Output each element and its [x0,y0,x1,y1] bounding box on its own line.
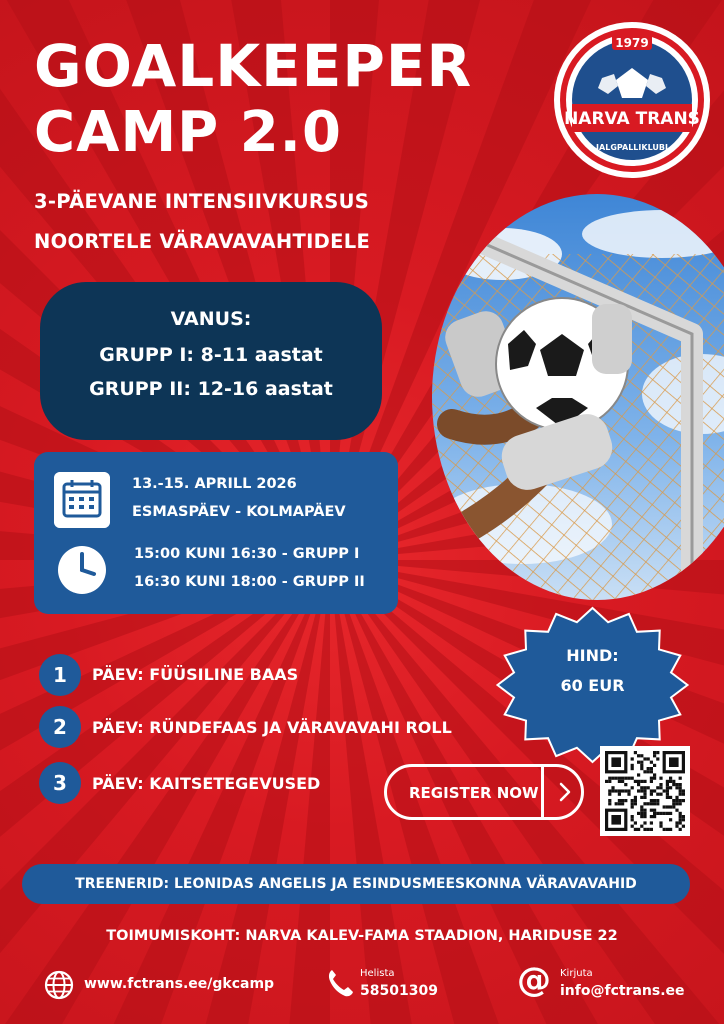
phone-icon [326,968,354,998]
coaches-text: TREENERID: LEONIDAS ANGELIS JA ESINDUSMEESKONNA VÄRAVAVAHID [75,876,637,892]
register-now-label: REGISTER NOW [409,784,539,802]
venue-text: TOIMUMISKOHT: NARVA KALEV-FAMA STAADION, HARIDUSE 22 [106,928,618,944]
phone-label: Helista [360,968,395,979]
price-label: HIND: [566,646,619,665]
page-title-line1: GOALKEEPER [34,32,473,100]
logo-sub: JALGPALLIKLUBI [596,143,668,152]
club-logo [552,20,712,180]
schedule-box [34,452,398,614]
price-value: 60 EUR [560,676,625,695]
chevron-right-icon [553,780,577,804]
age-groups-box [40,282,382,440]
schedule-time-2: 16:30 KUNI 18:00 - GRUPP II [134,574,365,590]
day-number-3: 3 [39,762,81,804]
email-link[interactable]: info@fctrans.ee [560,983,685,999]
globe-icon [44,970,74,1000]
day-label-3: PÄEV: KAITSETEGEVUSED [92,774,321,793]
logo-year: 1979 [615,36,649,50]
schedule-time-1: 15:00 KUNI 16:30 - GRUPP I [134,546,360,562]
schedule-dates: 13.-15. APRILL 2026 [132,476,297,492]
day-label-1: PÄEV: FÜÜSILINE BAAS [92,665,299,684]
website-link[interactable]: www.fctrans.ee/gkcamp [84,976,275,992]
phone-link[interactable]: 58501309 [360,983,438,999]
at-icon: @ [517,960,551,1000]
page-title-line2: CAMP 2.0 [34,100,342,165]
age-group-2: GRUPP II: 12-16 aastat [89,378,333,400]
clock-icon [56,544,108,596]
day-number-2: 2 [39,706,81,748]
subtitle-line1: 3-PÄEVANE INTENSIIVKURSUS [34,190,370,213]
day-number-1: 1 [39,654,81,696]
age-group-1: GRUPP I: 8-11 aastat [99,344,323,366]
day-label-2: PÄEV: RÜNDEFAAS JA VÄRAVAVAHI ROLL [92,718,452,737]
register-divider [541,767,544,817]
schedule-days: ESMASPÄEV - KOLMAPÄEV [132,504,346,520]
logo-name: NARVA TRANS [564,109,700,129]
subtitle-line2: NOORTELE VÄRAVAVAHTIDELE [34,230,371,253]
age-label: VANUS: [170,308,252,330]
coaches-bar [22,864,690,904]
qr-code[interactable] [600,746,690,836]
calendar-icon [54,472,110,528]
email-label: Kirjuta [560,968,593,979]
register-now-button[interactable] [384,764,584,820]
